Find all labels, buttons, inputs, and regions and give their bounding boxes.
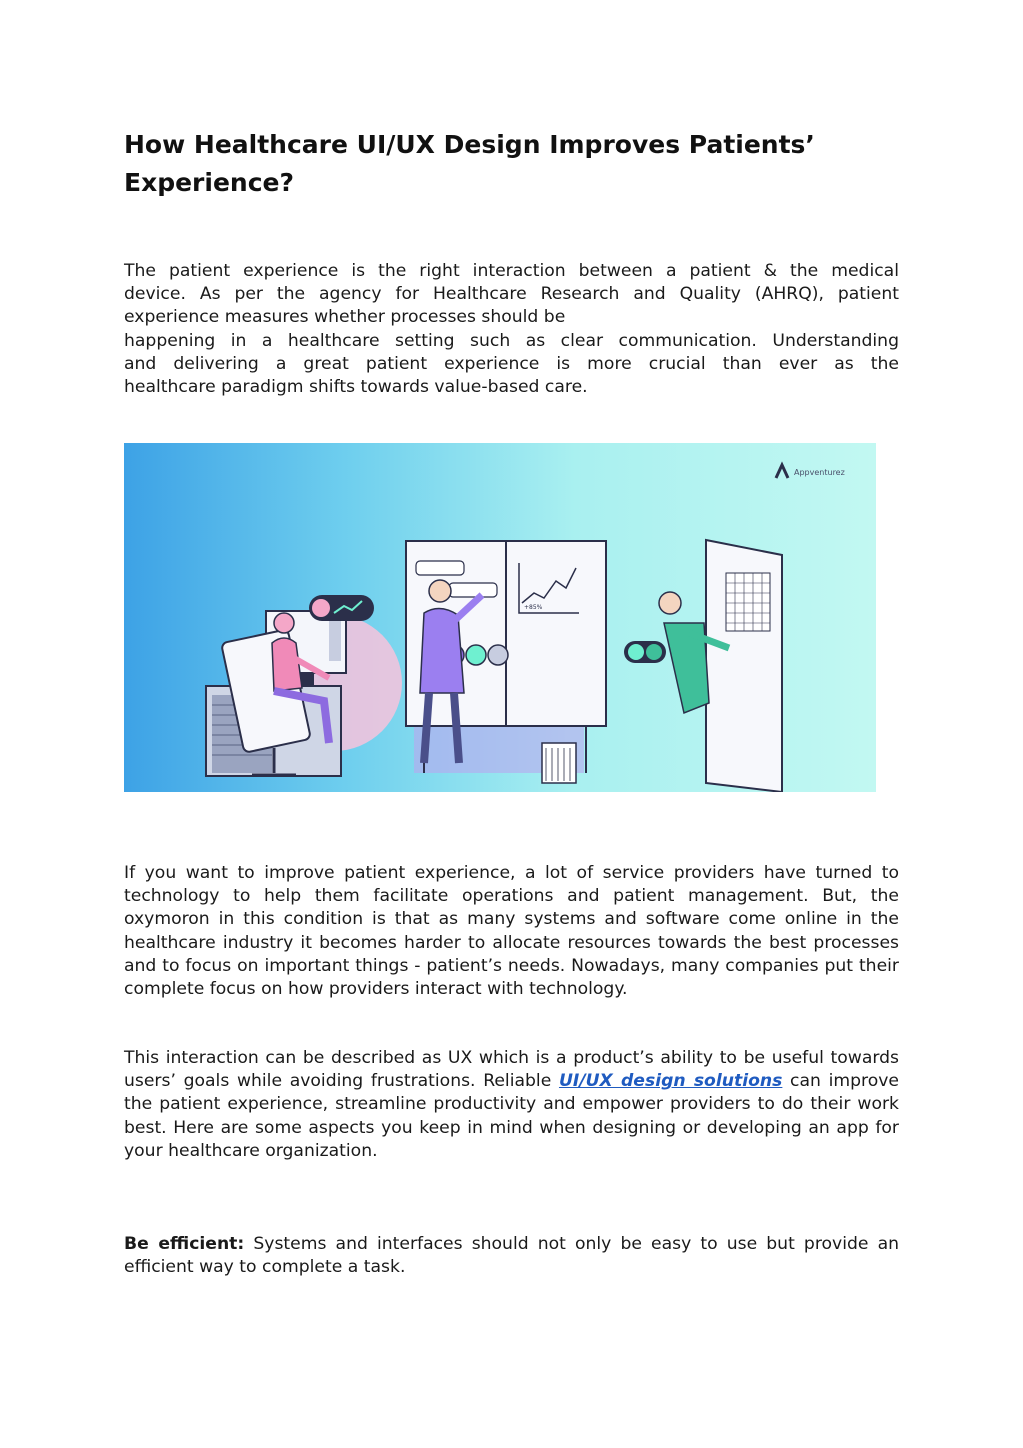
be-efficient-text: Systems and interfaces should not only be easy to use but provide an efficient way to complete a task. [124, 1234, 899, 1278]
chart-badge: +85% [524, 604, 543, 611]
intro-line: healthcare paradigm shifts towards value-based care. [124, 377, 588, 398]
para3-text-after: can improve the patient experience, streamline productivity and empower providers to do their work best. Here are some aspects you keep in mind when designing or developing an app for your healthcare organization. [124, 1071, 899, 1161]
be-efficient-label: Be efficient: [124, 1234, 245, 1254]
intro-line: device. As per the agency for Healthcare Research and Quality (AHRQ), patient [124, 284, 899, 305]
article-title: How Healthcare UI/UX Design Improves Patients’ Experience? [124, 130, 815, 197]
hero-illustration [124, 443, 876, 792]
body-paragraph-3 [124, 1047, 899, 1163]
healthcare-team-illustration [124, 443, 876, 792]
logo-text: Appventurez [794, 468, 845, 477]
para3-text-before: This interaction can be described as UX which is a product’s ability to be useful towards users’ goals while avoiding frustrations. Reliable [124, 1048, 899, 1092]
intro-line: experience measures whether processes should be [124, 307, 566, 328]
uiux-design-solutions-link[interactable]: UI/UX design solutions [558, 1071, 783, 1092]
intro-paragraph [124, 260, 899, 399]
intro-line: and delivering a great patient experience is more crucial than ever as the [124, 353, 899, 374]
brand-logo [776, 465, 845, 478]
intro-line: happening in a healthcare setting such as clear communication. Understanding [124, 330, 899, 351]
body-paragraph-2: If you want to improve patient experience, a lot of service providers have turned to technology to help them facilitate operations and patient management. But, the oxymoron in this condition is that as many systems and software come online in the healthcare industry it becomes harder to allocate resources towards the best processes and to focus on important things - patient’s needs. Nowadays, many companies put their complete focus on how providers interact with technology. [124, 863, 899, 1000]
intro-line: The patient experience is the right interaction between a patient & the medical [124, 261, 899, 281]
body-paragraph-4 [124, 1233, 899, 1279]
